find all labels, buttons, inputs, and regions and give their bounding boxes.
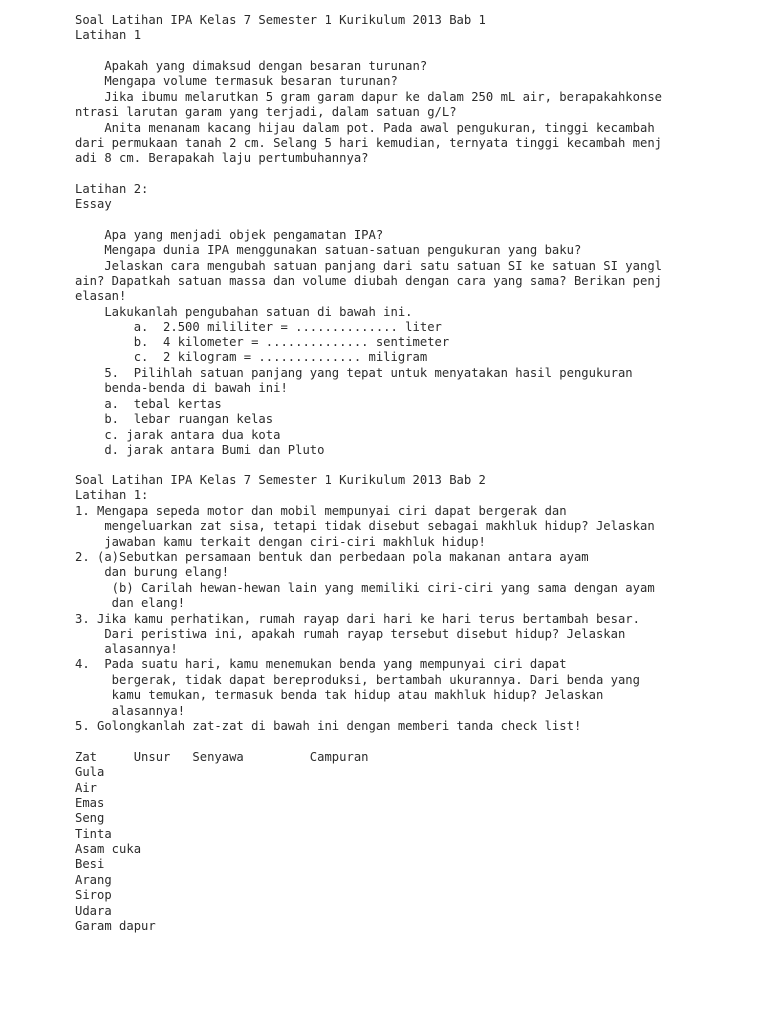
text-line: benda-benda di bawah ini! <box>75 381 288 395</box>
table-row: Besi <box>75 857 105 871</box>
text-line: ain? Dapatkah satuan massa dan volume diubah dengan cara yang sama? Berikan penj <box>75 274 662 288</box>
text-line: Anita menanam kacang hijau dalam pot. Pada awal pengukuran, tinggi kecambah <box>75 121 655 135</box>
table-row: Emas <box>75 796 105 810</box>
text-line: 5. Pilihlah satuan panjang yang tepat untuk menyatakan hasil pengukuran <box>75 366 633 380</box>
table-header: Zat Unsur Senyawa Campuran <box>75 750 369 764</box>
table-row: Asam cuka <box>75 842 142 856</box>
table-row: Udara <box>75 904 112 918</box>
text-line: c. jarak antara dua kota <box>75 428 281 442</box>
table-row: Seng <box>75 811 105 825</box>
table-row: Garam dapur <box>75 919 156 933</box>
text-line: bergerak, tidak dapat bereproduksi, bertambah ukurannya. Dari benda yang <box>75 673 640 687</box>
text-line: c. 2 kilogram = .............. miligram <box>75 350 428 364</box>
text-line: Mengapa dunia IPA menggunakan satuan-satuan pengukuran yang baku? <box>75 243 582 257</box>
text-line: dari permukaan tanah 2 cm. Selang 5 hari kemudian, ternyata tinggi kecambah menj <box>75 136 662 150</box>
text-line: b. 4 kilometer = .............. sentimeter <box>75 335 450 349</box>
text-line: mengeluarkan zat sisa, tetapi tidak disebut sebagai makhluk hidup? Jelaskan <box>75 519 655 533</box>
essay-heading: Essay <box>75 197 112 211</box>
text-line: 1. Mengapa sepeda motor dan mobil mempunyai ciri dapat bergerak dan <box>75 504 567 518</box>
text-line: Lakukanlah pengubahan satuan di bawah ini. <box>75 305 413 319</box>
table-row: Sirop <box>75 888 112 902</box>
text-line: a. tebal kertas <box>75 397 222 411</box>
text-line: dan elang! <box>75 596 186 610</box>
text-line: alasannya! <box>75 642 178 656</box>
text-line: 4. Pada suatu hari, kamu menemukan benda yang mempunyai ciri dapat <box>75 657 567 671</box>
text-line: 2. (a)Sebutkan persamaan bentuk dan perbedaan pola makanan antara ayam <box>75 550 589 564</box>
text-line: alasannya! <box>75 704 186 718</box>
text-line: d. jarak antara Bumi dan Pluto <box>75 443 325 457</box>
text-line: kamu temukan, termasuk benda tak hidup atau makhluk hidup? Jelaskan <box>75 688 604 702</box>
bab1-title: Soal Latihan IPA Kelas 7 Semester 1 Kurikulum 2013 Bab 1 <box>75 13 486 27</box>
text-line: Apakah yang dimaksud dengan besaran turunan? <box>75 59 428 73</box>
text-line: Dari peristiwa ini, apakah rumah rayap tersebut disebut hidup? Jelaskan <box>75 627 626 641</box>
text-line: ntrasi larutan garam yang terjadi, dalam satuan g/L? <box>75 105 457 119</box>
text-line: Jelaskan cara mengubah satuan panjang dari satu satuan SI ke satuan SI yangl <box>75 259 662 273</box>
bab2-title: Soal Latihan IPA Kelas 7 Semester 1 Kurikulum 2013 Bab 2 <box>75 473 486 487</box>
text-line: b. lebar ruangan kelas <box>75 412 274 426</box>
latihan2-heading: Latihan 2: <box>75 182 149 196</box>
table-row: Tinta <box>75 827 112 841</box>
text-line: Apa yang menjadi objek pengamatan IPA? <box>75 228 384 242</box>
table-row: Air <box>75 781 98 795</box>
text-line: Jika ibumu melarutkan 5 gram garam dapur ke dalam 250 mL air, berapakahkonse <box>75 90 662 104</box>
text-line: jawaban kamu terkait dengan ciri-ciri makhluk hidup! <box>75 535 486 549</box>
bab2-latihan1-heading: Latihan 1: <box>75 488 149 502</box>
text-line: elasan! <box>75 289 127 303</box>
text-line: a. 2.500 mililiter = .............. liter <box>75 320 442 334</box>
text-line: 5. Golongkanlah zat-zat di bawah ini dengan memberi tanda check list! <box>75 719 582 733</box>
text-line: adi 8 cm. Berapakah laju pertumbuhannya? <box>75 151 369 165</box>
text-line: (b) Carilah hewan-hewan lain yang memiliki ciri-ciri yang sama dengan ayam <box>75 581 655 595</box>
text-line: dan burung elang! <box>75 565 230 579</box>
text-line: Mengapa volume termasuk besaran turunan? <box>75 74 398 88</box>
text-line: 3. Jika kamu perhatikan, rumah rayap dari hari ke hari terus bertambah besar. <box>75 612 640 626</box>
table-row: Gula <box>75 765 105 779</box>
table-row: Arang <box>75 873 112 887</box>
bab1-latihan1-heading: Latihan 1 <box>75 28 142 42</box>
